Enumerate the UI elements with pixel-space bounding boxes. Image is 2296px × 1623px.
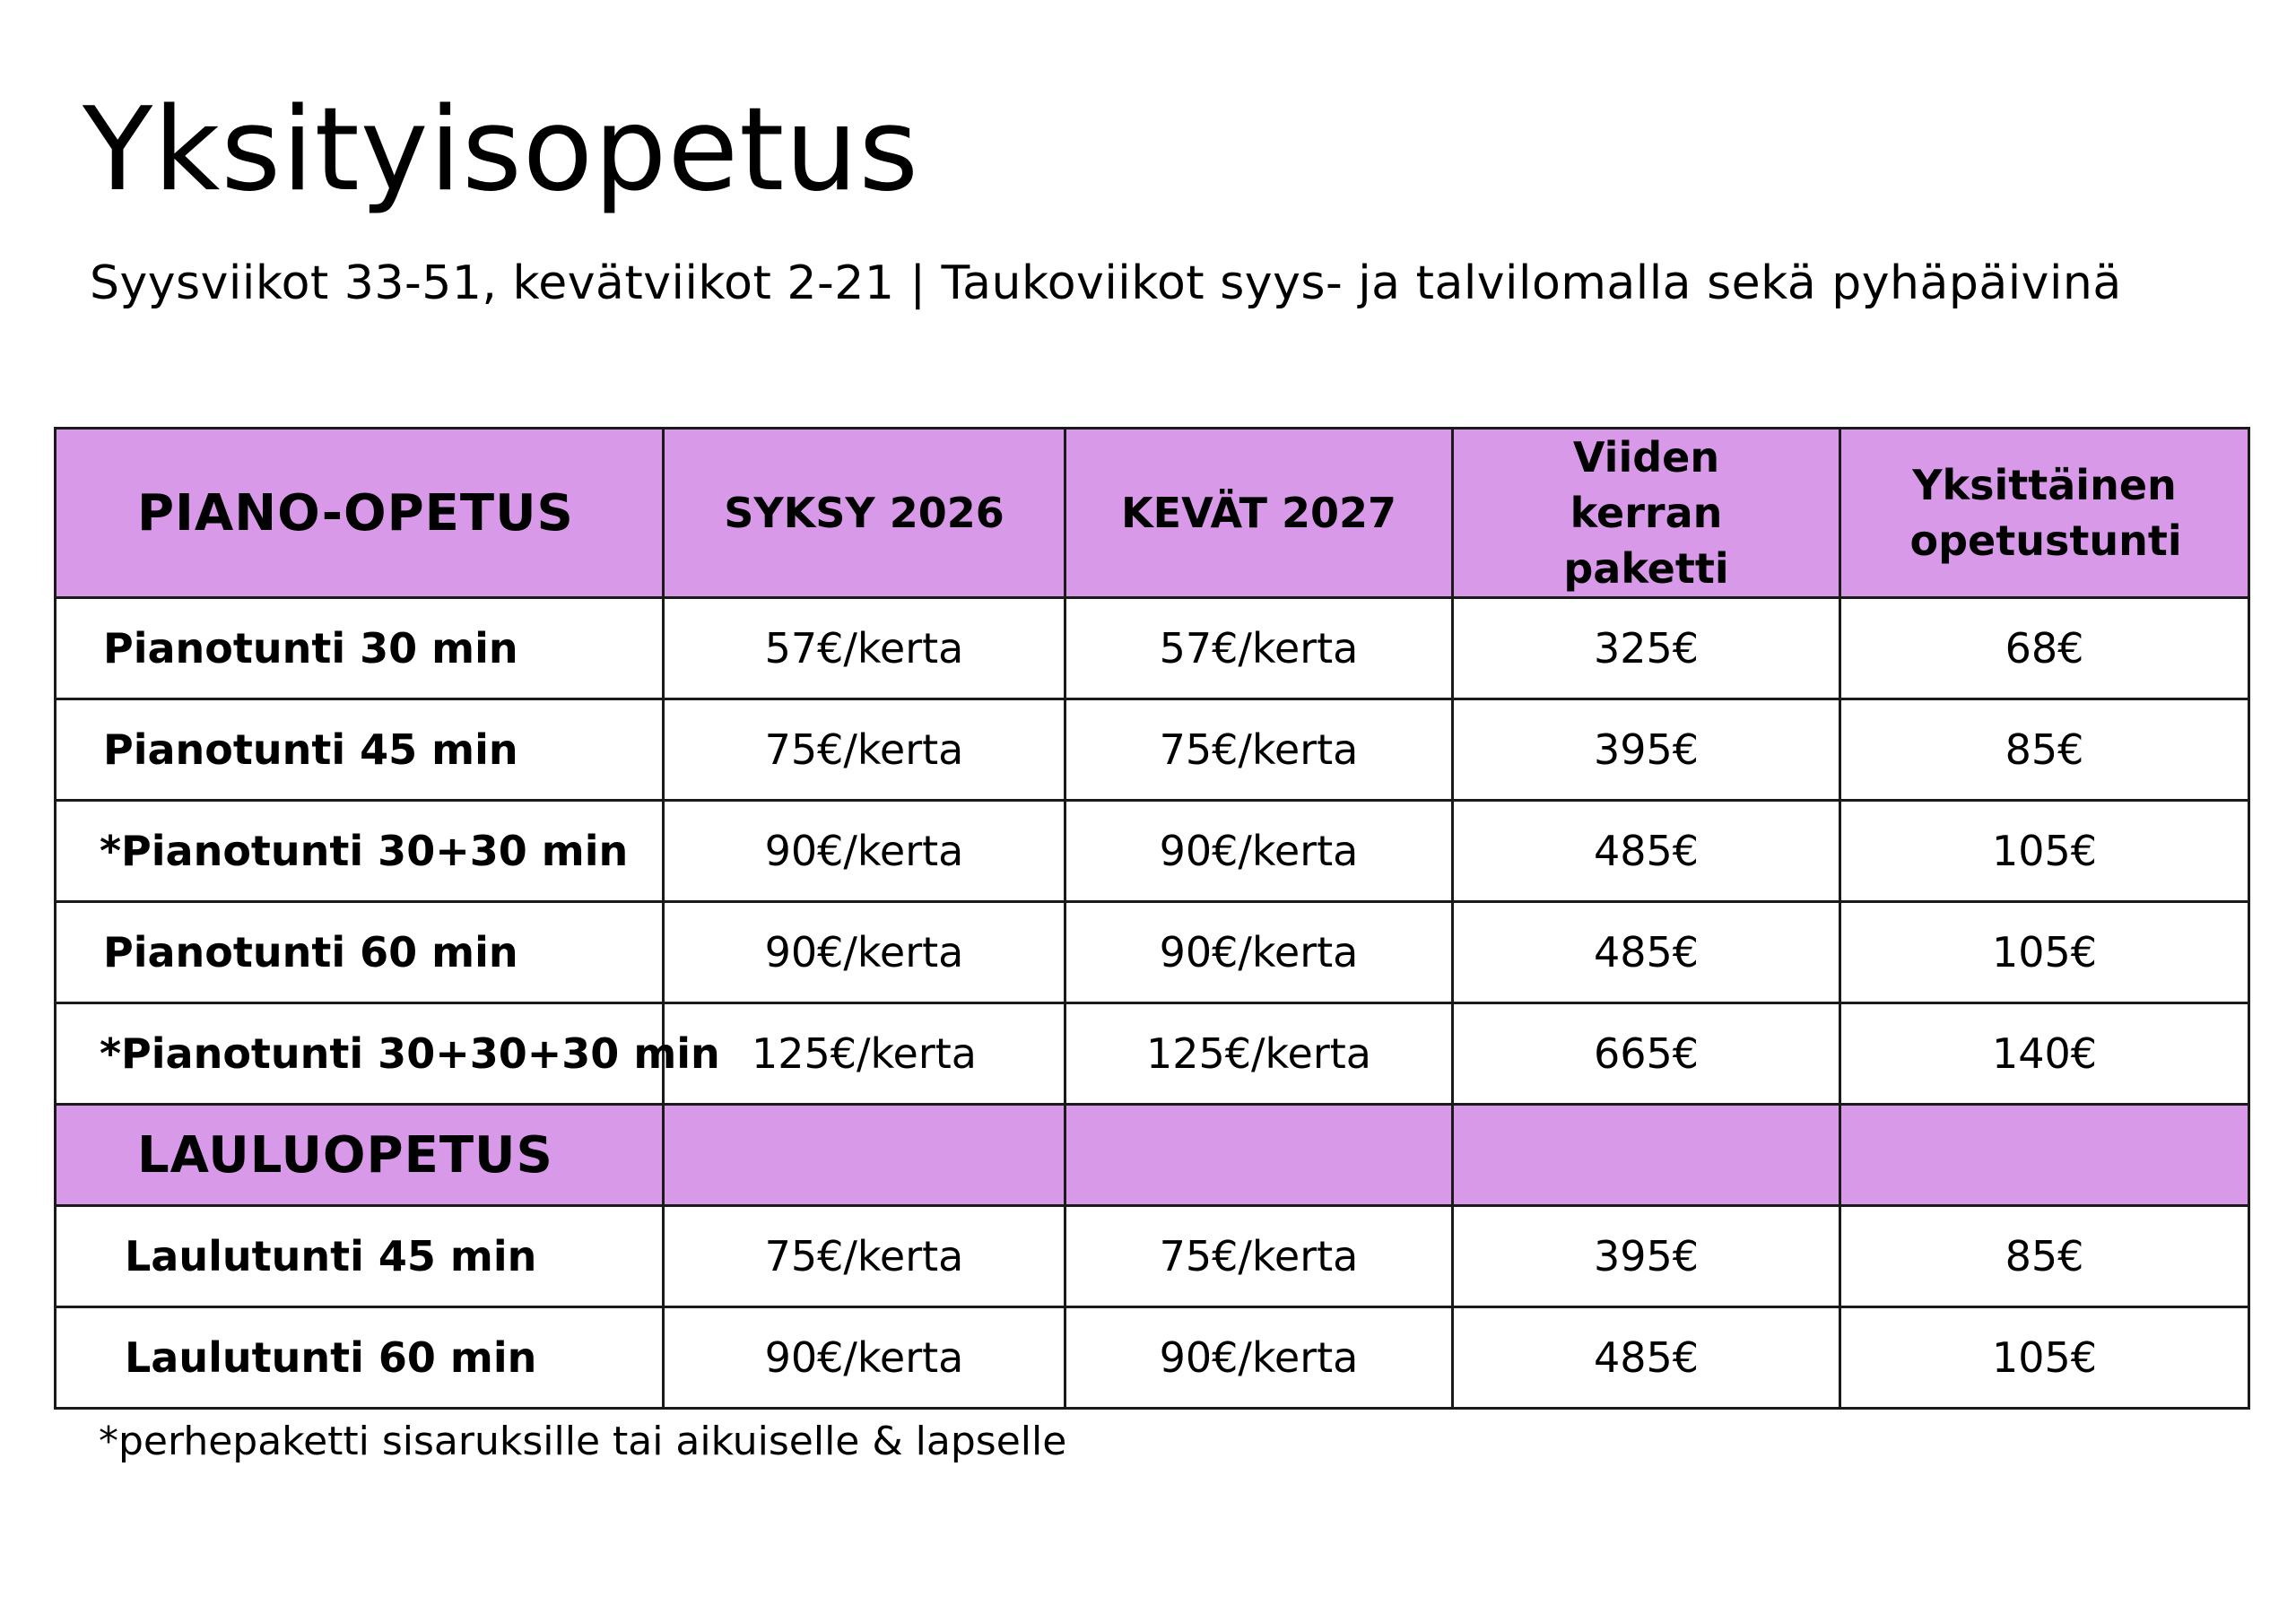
price-kevat: 75€/kerta <box>1065 1206 1453 1307</box>
price-paketti: 395€ <box>1453 1206 1840 1307</box>
price-paketti: 325€ <box>1453 598 1840 699</box>
row-label: Pianotunti 30 min <box>56 598 664 699</box>
row-label: Laulutunti 60 min <box>56 1307 664 1409</box>
price-paketti: 485€ <box>1453 801 1840 902</box>
price-syksy: 90€/kerta <box>664 801 1065 902</box>
row-label: *Pianotunti 30+30+30 min <box>56 1003 664 1105</box>
table-row <box>56 801 2249 902</box>
piano-section-header: PIANO-OPETUS <box>56 429 664 598</box>
price-syksy: 57€/kerta <box>664 598 1065 699</box>
price-kevat: 90€/kerta <box>1065 801 1453 902</box>
price-paketti: 485€ <box>1453 902 1840 1003</box>
table-row <box>56 699 2249 801</box>
table-header-row <box>56 429 2249 598</box>
table-row <box>56 902 2249 1003</box>
price-syksy: 75€/kerta <box>664 1206 1065 1307</box>
price-paketti: 395€ <box>1453 699 1840 801</box>
price-kevat: 90€/kerta <box>1065 902 1453 1003</box>
price-syksy: 75€/kerta <box>664 699 1065 801</box>
row-label: Pianotunti 45 min <box>56 699 664 801</box>
column-header-yksittainen-label: Yksittäinen opetustunti <box>1909 461 2182 565</box>
price-syksy: 90€/kerta <box>664 902 1065 1003</box>
column-header-paketti-label: Viiden kerran paketti <box>1563 433 1729 593</box>
section-empty-cell <box>664 1105 1065 1206</box>
price-paketti: 485€ <box>1453 1307 1840 1409</box>
column-header-yksittainen <box>1840 429 2249 598</box>
price-yksittainen: 105€ <box>1840 801 2249 902</box>
table-row <box>56 1307 2249 1409</box>
column-header-kevat: KEVÄT 2027 <box>1065 429 1453 598</box>
price-syksy: 125€/kerta <box>664 1003 1065 1105</box>
column-header-paketti <box>1453 429 1840 598</box>
price-table <box>54 427 2250 1410</box>
section-empty-cell <box>1453 1105 1840 1206</box>
table-row <box>56 598 2249 699</box>
price-yksittainen: 85€ <box>1840 1206 2249 1307</box>
page-title: Yksityisopetus <box>83 83 920 217</box>
footnote: *perhepaketti sisaruksille tai aikuiselle & lapselle <box>99 1419 1067 1464</box>
price-yksittainen: 85€ <box>1840 699 2249 801</box>
price-yksittainen: 105€ <box>1840 1307 2249 1409</box>
table-row <box>56 1003 2249 1105</box>
section-empty-cell <box>1840 1105 2249 1206</box>
price-yksittainen: 105€ <box>1840 902 2249 1003</box>
price-kevat: 57€/kerta <box>1065 598 1453 699</box>
price-paketti: 665€ <box>1453 1003 1840 1105</box>
column-header-syksy: SYKSY 2026 <box>664 429 1065 598</box>
song-section-row <box>56 1105 2249 1206</box>
section-empty-cell <box>1065 1105 1453 1206</box>
price-yksittainen: 140€ <box>1840 1003 2249 1105</box>
row-label: Laulutunti 45 min <box>56 1206 664 1307</box>
row-label: Pianotunti 60 min <box>56 902 664 1003</box>
price-kevat: 90€/kerta <box>1065 1307 1453 1409</box>
price-syksy: 90€/kerta <box>664 1307 1065 1409</box>
price-kevat: 125€/kerta <box>1065 1003 1453 1105</box>
table-row <box>56 1206 2249 1307</box>
page-subtitle: Syysviikot 33-51, kevätviikot 2-21 | Taukoviikot syys- ja talvilomalla sekä pyhäpäivinä <box>90 256 2122 310</box>
price-yksittainen: 68€ <box>1840 598 2249 699</box>
price-kevat: 75€/kerta <box>1065 699 1453 801</box>
song-section-header: LAULUOPETUS <box>56 1105 664 1206</box>
row-label: *Pianotunti 30+30 min <box>56 801 664 902</box>
